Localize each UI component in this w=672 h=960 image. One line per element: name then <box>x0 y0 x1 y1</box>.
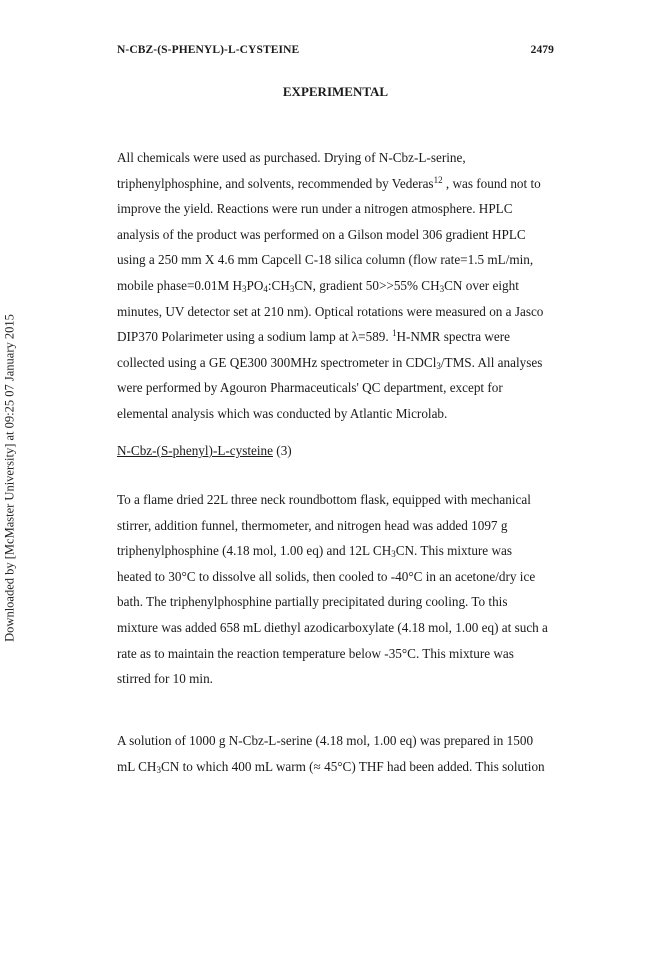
procedure-paragraph <box>117 487 562 692</box>
text-line: heated to 30°C to dissolve all solids, then cooled to -40°C in an acetone/dry ice <box>117 568 536 584</box>
text-line: triphenylphosphine (4.18 mol, 1.00 eq) and 12L $CH_3CN$. This mixture was <box>117 543 512 560</box>
solution-paragraph <box>117 728 562 779</box>
text-line: To a flame dried 22L three neck roundbottom flask, equipped with mechanical <box>117 492 531 507</box>
text-line: DIP370 Polarimeter using a sodium lamp at λ=589. $^1$H-NMR spectra were <box>117 328 511 345</box>
text-line: stirred for 10 min. <box>117 671 213 687</box>
text-line: bath. The triphenylphosphine partially precipitated during cooling. To this <box>117 594 508 610</box>
running-title: N-CBZ-(S-PHENYL)-L-CYSTEINE <box>117 44 300 56</box>
text-line: improve the yield. Reactions were run under a nitrogen atmosphere. HPLC <box>117 201 513 217</box>
reference-superscript: 12 <box>433 174 443 185</box>
compound-heading <box>117 438 562 464</box>
section-heading: EXPERIMENTAL <box>282 84 389 99</box>
text-line: mixture was added 658 mL diethyl azodicarboxylate (4.18 mol, 1.00 eq) at such a <box>117 619 548 635</box>
page-number: 2479 <box>530 44 554 56</box>
text-line: elemental analysis which was conducted by Atlantic Microlab. <box>117 405 448 421</box>
text-line: collected using a GE QE300 300MHz spectrometer in CDCl$_3$/TMS. All analyses <box>117 354 543 371</box>
text-line: using a 250 mm X 4.6 mm Capcell C-18 silica column (flow rate=1.5 mL/min, <box>117 252 534 268</box>
text-line: A solution of 1000 g N-Cbz-L-serine (4.18 mol, 1.00 eq) was prepared in 1500 <box>117 733 534 748</box>
text-line: stirrer, addition funnel, thermometer, and nitrogen head was added 1097 g <box>117 517 508 533</box>
text-line: triphenylphosphine, and solvents, recommended by Vederas$^{12}$ , was found not to <box>117 174 541 191</box>
download-note-text: Downloaded by [McMaster University] at 09:25 07 January 2015 <box>2 314 17 642</box>
text-line: analysis of the product was performed on a Gilson model 306 gradient HPLC <box>117 226 526 242</box>
download-watermark <box>0 0 20 960</box>
text-line: mobile phase=0.01M $H_3PO_4:CH_3CN$, gradient 50>>55% $CH_3CN$ over eight <box>117 277 519 294</box>
text-line: were performed by Agouron Pharmaceuticals' QC department, except for <box>117 380 503 396</box>
text-line: rate as to maintain the reaction temperature below -35°C. This mixture was <box>117 645 514 661</box>
general-methods-paragraph <box>117 145 562 427</box>
text-line: minutes, UV detector set at 210 nm). Optical rotations were measured on a Jasco <box>117 303 544 319</box>
text-line: All chemicals were used as purchased. Drying of N-Cbz-L-serine, <box>117 150 466 165</box>
compound-number: (3) <box>273 443 292 458</box>
compound-name: N-Cbz-(S-phenyl)-L-cysteine <box>117 443 273 458</box>
text-line: mL $CH_3CN$ to which 400 mL warm (≈ 45°C) THF had been added. This solution <box>117 758 545 775</box>
